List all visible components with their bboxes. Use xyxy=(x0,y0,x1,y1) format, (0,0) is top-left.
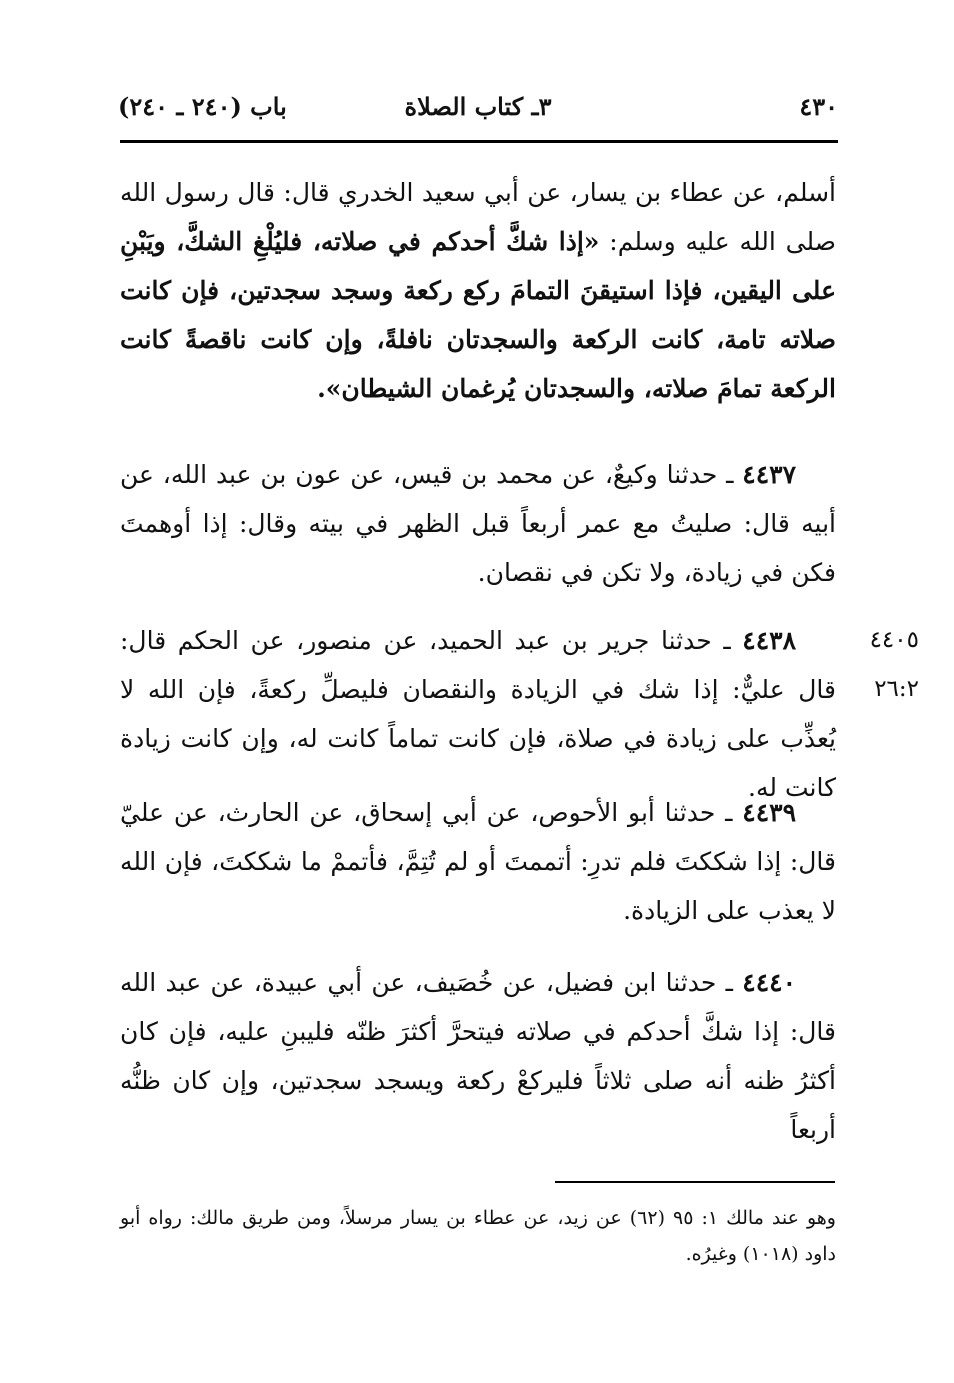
hadith-4439 xyxy=(120,788,836,935)
header-rule xyxy=(120,140,838,143)
hadith-number: ٤٤٣٨ xyxy=(742,626,796,655)
footnote: وهو عند مالك ١: ٩٥ (٦٢) عن زيد، عن عطاء بن يسار مرسلاً، ومن طريق مالك: رواه أبو داود (١٠١٨) وغيرُه. xyxy=(120,1207,836,1265)
book-title: ٣ـ كتاب الصلاة xyxy=(404,92,552,121)
hadith-4440 xyxy=(120,958,836,1154)
hadith-text: ـ حدثنا جرير بن عبد الحميد، عن منصور، عن الحكم قال: قال عليٌّ: إذا شك في الزيادة والنقصان فليصلِّ ركعةً، فإن الله لا يُعذِّب على زيادة في صلاة، فإن كانت تماماً كانت له، وإن كانت زيادة كانت له. xyxy=(120,626,836,802)
margin-ref-volume: ٢٦:٢ xyxy=(874,676,919,702)
hadith-number: ٤٤٤٠ xyxy=(742,968,796,997)
hadith-4437 xyxy=(120,450,836,597)
hadith-text: ـ حدثنا ابن فضيل، عن خُصَيف، عن أبي عبيدة، عن عبد الله قال: إذا شكَّ أحدكم في صلاته فيتحرَّ أكثرَ ظنّه فليبنِ عليه، فإن كان أكثرُ ظنه أنه صلى ثلاثاً فليركعْ ركعة ويسجد سجدتين، وإن كان ظنُّه أربعاً xyxy=(120,968,836,1144)
page-header xyxy=(118,92,838,132)
hadith-number: ٤٤٣٧ xyxy=(742,460,796,489)
hadith-number: ٤٤٣٩ xyxy=(742,798,796,827)
chapter-label: باب (٢٤٠ ـ ٢٤٠) xyxy=(118,92,287,121)
page-number: ٤٣٠ xyxy=(799,92,838,121)
hadith-4438 xyxy=(120,616,836,812)
paragraph-continued xyxy=(120,168,836,413)
hadith-text: ـ حدثنا أبو الأحوص، عن أبي إسحاق، عن الحارث، عن عليّ قال: إذا شككتَ فلم تدرِ: أتممتَ أو لم تُتِمَّ، فأتممْ ما شككتَ، فإن الله لا يعذب على الزيادة. xyxy=(120,798,836,925)
footnote-rule xyxy=(555,1181,835,1183)
paragraph-intro: أسلم، عن عطاء بن يسار، عن أبي سعيد الخدري قال: قال رسول الله صلى الله عليه وسلم: xyxy=(120,178,836,256)
hadith-quote: «إذا شكَّ أحدكم في صلاته، فليُلْغِ الشكَّ، ويَبْنِ على اليقين، فإذا استيقنَ التمامَ ركع ركعة وسجد سجدتين، فإن كانت صلاته تامة، كانت الركعة والسجدتان نافلةً، وإن كانت ناقصةً كانت الركعة تمامَ صلاته، والسجدتان يُرغمان الشيطان». xyxy=(120,227,836,403)
hadith-text: ـ حدثنا وكيعٌ، عن محمد بن قيس، عن عون بن عبد الله، عن أبيه قال: صليتُ مع عمر أربعاً قبل الظهر في بيته وقال: إذا أوهمتَ فكن في زيادة، ولا تكن في نقصان. xyxy=(120,460,836,587)
margin-ref-hadith: ٤٤٠٥ xyxy=(869,627,919,653)
